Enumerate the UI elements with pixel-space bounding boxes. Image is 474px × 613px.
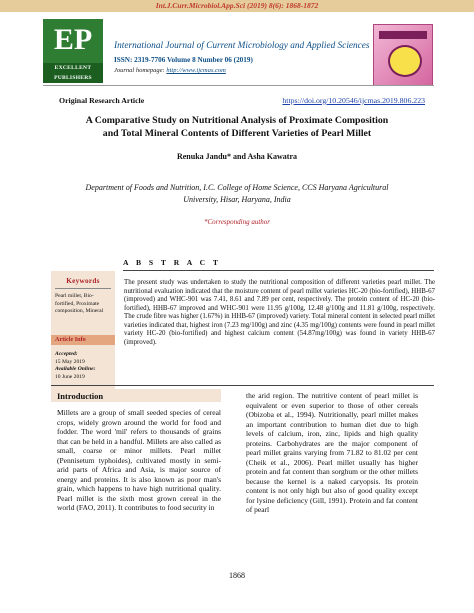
publisher-logo: [43, 19, 103, 81]
article-type: Original Research Article: [59, 96, 145, 105]
accepted-date: 15 May 2019: [55, 358, 85, 365]
doi-link[interactable]: https://doi.org/10.20546/ijcmas.2019.806.223: [282, 96, 425, 105]
affiliation-line-1: Department of Foods and Nutrition, I.C. College of Home Science, CCS Haryana Agricultural: [85, 183, 389, 192]
available-online-date: 10 June 2019: [55, 373, 85, 380]
accepted-label: Accepted:: [55, 351, 78, 357]
keywords-divider: [55, 288, 111, 289]
journal-cover-image: [373, 24, 433, 86]
journal-homepage: [114, 67, 226, 74]
affiliation-line-2: University, Hisar, Haryana, India: [183, 194, 291, 204]
title-line-2: and Total Mineral Contents of Different Varieties of Pearl Millet: [102, 128, 372, 139]
article-info-dates: [55, 351, 113, 381]
keywords-panel: [51, 271, 115, 389]
keywords-list: Pearl millet, Bio-fortified, Proximate composition, Mineral: [55, 293, 104, 315]
header-divider: [43, 85, 434, 86]
article-info-heading: Article Info: [55, 336, 86, 343]
issn-volume: ISSN: 2319-7706 Volume 8 Number 06 (2019): [114, 56, 253, 64]
homepage-label: Journal homepage:: [114, 67, 165, 74]
introduction-heading: Introduction: [57, 391, 104, 401]
journal-name: International Journal of Current Microbiology and Applied Sciences: [114, 41, 370, 51]
body-column-right: the arid region. The nutritive content of pearl millet is equivalent or even superior to those of other cereals (Obizoba et al., 1994). Nutritionally, pearl millet makes an important contribution to human diet due to high levels of calcium, iron, zinc, lipids and high quality proteins. Carbohydrates are the major component of pearl millet grains varying from 71.82 to 81.02 per cent (Cheik et al., 2006). Pearl millet usually has higher protein and fat content than sorghum or the other millets because the kernel is a naked caryopsis. Its protein content is not only high but also of good quality except for lysine deficiency (Gill, 1991). Protein and fat content of pearl: [246, 391, 418, 514]
page-number: 1868: [229, 571, 245, 580]
keywords-heading: Keywords: [66, 277, 100, 285]
abstract-body: The present study was undertaken to study the nutritional composition of different varieties pearl millet. The nutritional evaluation indicated that the moisture content of pearl millet varieties HC-20 (bio-fortified), HHB-67 (improved) and WHC-901 was 7.41, 8.61 and 7.89 per cent, respectively. The protein content of HC-20 (bio-fortified), HHB-67 improved and WHC-901 were 11.95 g/100g, 12.48 g/100g and 11.81 g/100g, respectively. The crude fibre was higher (1.67%) in HHB-67 (improved) variety. Total mineral content in selected pearl millet varieties indicated that, highest iron (7.23 mg/100g) and zinc (4.35 mg/100g) contents were found in pearl millet variety HC-20 (bio-fortified) and highest calcium content (54.87mg/100g) was found in variety HHB-67 (improved).: [124, 279, 435, 346]
affiliation: [55, 182, 419, 205]
journal-citation: Int.J.Curr.Microbiol.App.Sci (2019) 8(6): 1868-1872: [155, 1, 319, 10]
logo-mark: EP: [53, 23, 93, 56]
corresponding-author-note: *Corresponding author: [203, 218, 271, 226]
abstract-top-rule: [123, 270, 434, 271]
homepage-link[interactable]: http://www.ijcmas.com: [166, 67, 226, 74]
cover-banner: [379, 31, 427, 39]
body-column-left: Millets are a group of small seeded species of cereal crops, widely grown around the world for food and fodder. The word 'mil' refers to thousands of grains that can be held in a handful. Millets are also called as small, coarse or minor millets. Pearl millet (Pennisetum typhoides), cultivated mostly in semi-arid parts of Africa and Asia, is major source of energy and proteins. It is also known as poor man's grain, which happens to have high nutritional quality. Pearl millet is the sixth most grown cereal in the world (FAO, 2011). It contributes to food security in: [57, 408, 221, 512]
logo-subtext: EXCELLENT PUBLISHERS: [43, 63, 103, 83]
available-online-label: Available Online:: [55, 366, 96, 373]
title-line-1: A Comparative Study on Nutritional Analysis of Proximate Composition: [85, 115, 389, 126]
authors: Renuka Jandu* and Asha Kawatra: [176, 152, 298, 161]
abstract-bottom-rule: [51, 385, 434, 386]
article-title: [55, 114, 419, 140]
abstract-heading: A B S T R A C T: [123, 258, 221, 267]
cover-emblem: [388, 45, 422, 77]
